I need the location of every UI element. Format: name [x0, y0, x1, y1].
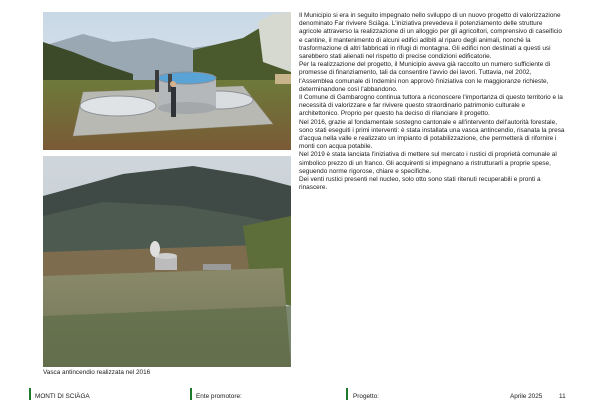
photo-water-tank-construction-image: [43, 12, 291, 150]
paragraph: Per la realizzazione del progetto, il Municipio aveva già raccolto un numero sufficiente di promesse di finanziamento, tali da consentire l'avvio dei lavori. Tuttavia, nel 2002, l'Assemblea comunale di Indemini non approvò l'iniziativa con le maggioranze richieste, determinandone così l'abbandono.: [299, 61, 551, 93]
paragraph: Nel 2019 è stata lanciata l'iniziativa di mettere sul mercato i rustici di proprietà comunale al simbolico prezzo di un franco. Gli acquirenti si impegnano a ristrutturarli a proprie spese, seguendo norme rigorose, chiare e specifiche.: [299, 151, 557, 175]
footer-divider: [190, 388, 192, 400]
footer-title: MONTI DI SCIÄGA: [35, 393, 90, 400]
paragraph: Dei venti rustici presenti nel nucleo, solo otto sono stati ritenuti recuperabili e pronti a rinascere.: [299, 176, 541, 192]
figure-caption: Vasca antincendio realizzata nel 2016: [43, 369, 151, 376]
photo-water-tank-2016: [43, 156, 291, 367]
paragraph: Nel 2016, grazie al fondamentale sostegno cantonale e all'intervento dell'autorità forestale, sono stati eseguiti i primi interventi: è stata installata una vasca antincendio, risanata la presa d'acqua nella valle e realizzato un impianto di potabilizzazione, che permetterà di rifornire i monti con acqua potabile.: [299, 118, 565, 151]
footer-project-label: Progetto:: [353, 393, 379, 400]
paragraph: Il Comune di Gambarogno continua tuttora a riconoscere l'importanza di questo territorio e la necessità di valorizzare e far rivivere questo straordinario patrimonio culturale e architettonico. Proprio per questo ha deciso di rilanciare il progetto.: [299, 94, 563, 118]
footer-date: Aprile 2025: [510, 393, 543, 400]
body-text-column: [299, 12, 565, 192]
paragraph: Il Municipio si era in seguito impegnato nello sviluppo di un nuovo progetto di valorizzazione denominato Far rivivere Sciäga. L'iniziativa prevedeva il potenziamento delle strutture agricole attraverso la realizzazione di un alloggio per gli agricoltori, comprensivo di caseificio e cantine, il mantenimento di alcuni edifici adibiti al riparo degli animali, nonché la trasformazione di altri fabbricati in rifugi di montagna. Gli edifici non destinati a questi usi sarebbero stati alienati nel rispetto di precise condizioni edificatorie.: [299, 12, 562, 61]
footer-page-number: 11: [559, 393, 566, 400]
footer-divider: [29, 388, 31, 400]
page-footer: [29, 388, 581, 400]
photo-water-tank-2016-image: [43, 156, 291, 367]
footer-divider: [346, 388, 348, 400]
photo-water-tank-construction: [43, 12, 291, 150]
footer-promoter-label: Ente promotore:: [196, 393, 242, 400]
